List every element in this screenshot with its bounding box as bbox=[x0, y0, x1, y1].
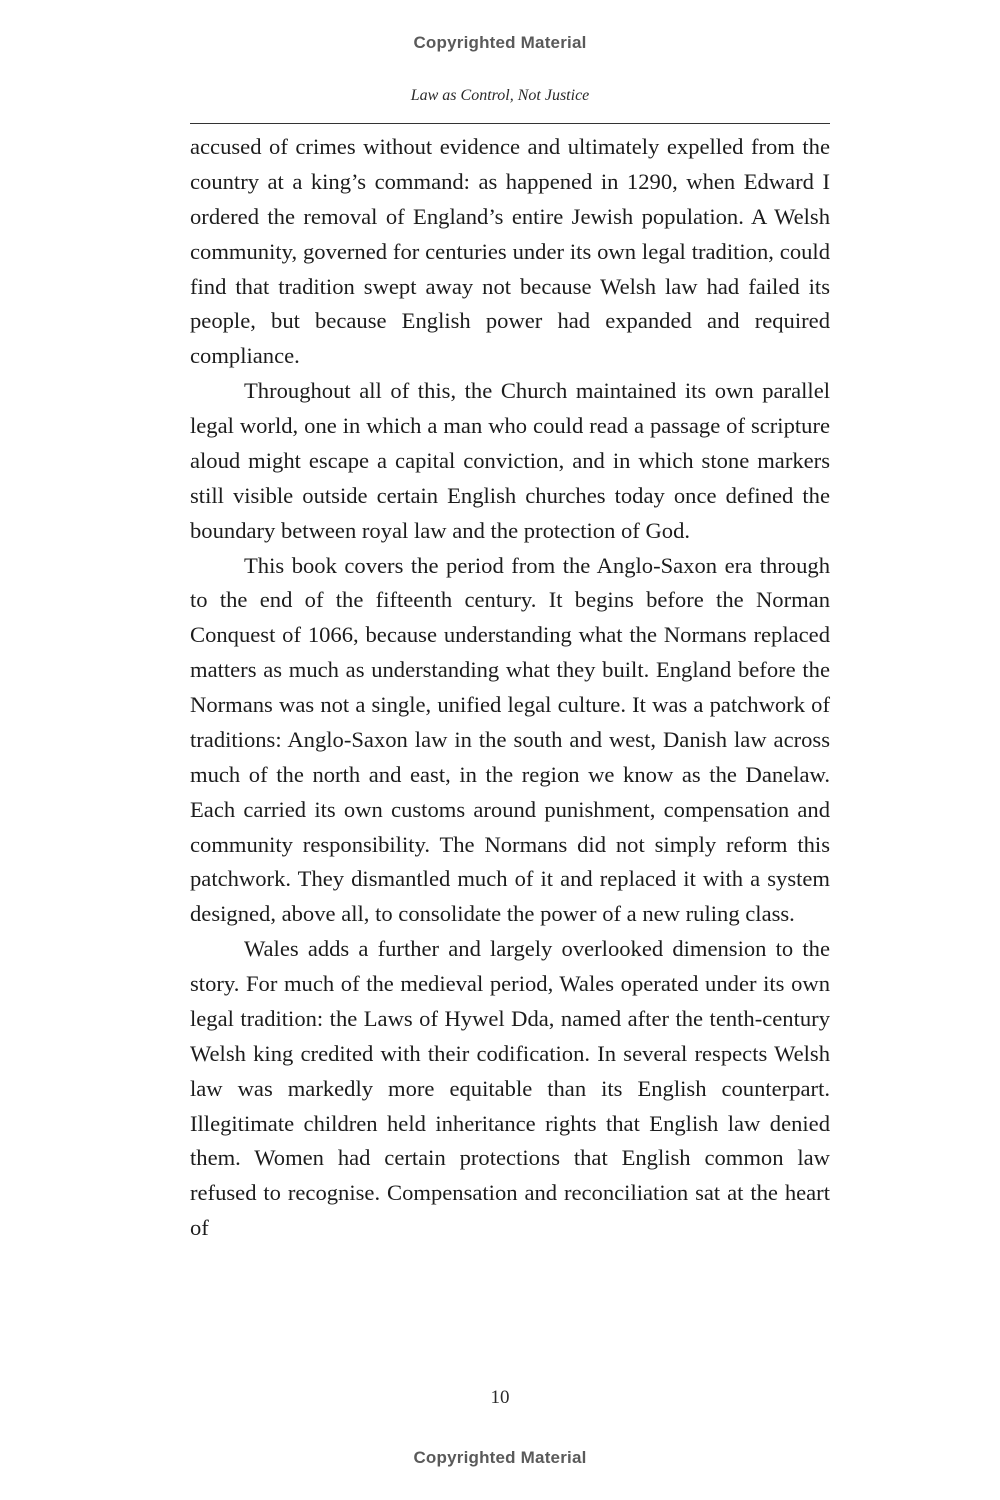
page-number: 10 bbox=[490, 1387, 510, 1408]
copyright-watermark-top: Copyrighted Material bbox=[413, 33, 587, 52]
paragraph: Throughout all of this, the Church maintained its own parallel legal world, one in which a man who could read a passage of scripture aloud might escape a capital conviction, and in which stone markers still visible outside certain English churches today once defined the boundary between royal law and the protection of God. bbox=[190, 378, 830, 543]
header-rule bbox=[190, 123, 830, 124]
paragraph: accused of crimes without evidence and ultimately expelled from the country at a king’s command: as happened in 1290, when Edward I ordered the removal of England’s entire Jewish population. A Welsh community, governed for centuries under its own legal tradition, could find that tradition swept away not because Welsh law had failed its people, but because English power had expanded and required compliance. bbox=[190, 134, 830, 369]
paragraph: This book covers the period from the Anglo-Saxon era through to the end of the fifteenth century. It begins before the Norman Conquest of 1066, because understanding what the Normans replaced matters as much as understanding what they built. England before the Normans was not a single, unified legal culture. It was a patchwork of traditions: Anglo-Saxon law in the south and west, Danish law across much of the north and east, in the region we know as the Danelaw. Each carried its own customs around punishment, compensation and community responsibility. The Normans did not simply reform this patchwork. They dismantled much of it and replaced it with a system designed, above all, to consolidate the power of a new ruling class. bbox=[190, 552, 830, 927]
copyright-watermark-bottom: Copyrighted Material bbox=[413, 1448, 587, 1467]
paragraph: Wales adds a further and largely overlooked dimension to the story. For much of the medieval period, Wales operated under its own legal tradition: the Laws of Hywel Dda, named after the tenth-century Welsh king credited with their codification. In several respects Welsh law was markedly more equitable than its English counterpart. Illegitimate children held inheritance rights that English law denied them. Women had certain protections that English common law refused to recognise. Compensation and reconciliation sat at the heart of bbox=[190, 936, 830, 1241]
body-text bbox=[190, 130, 830, 1246]
running-head: Law as Control, Not Justice bbox=[410, 87, 590, 104]
